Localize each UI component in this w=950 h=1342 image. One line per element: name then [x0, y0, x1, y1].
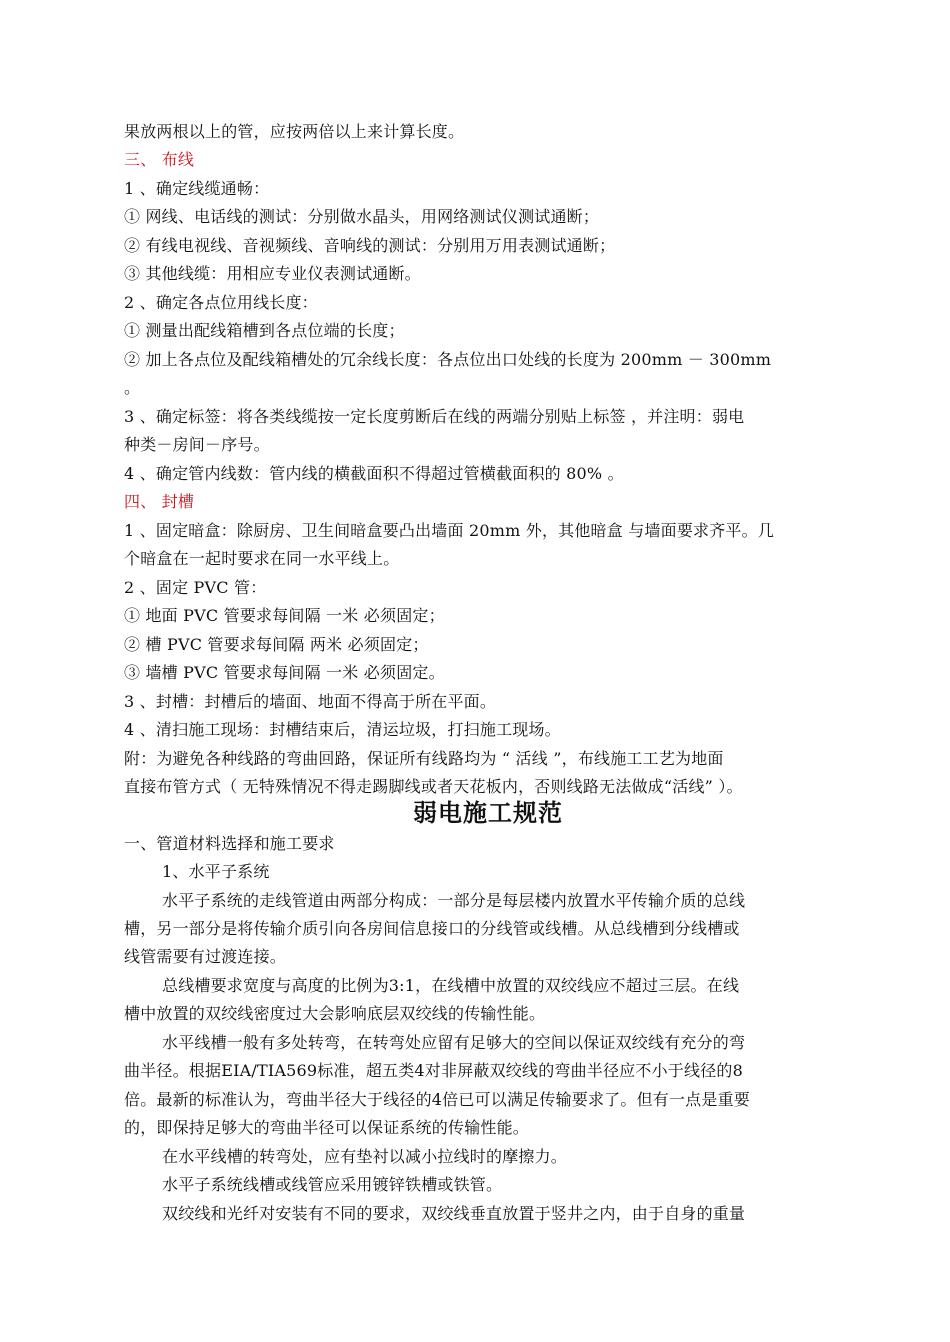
paragraph-line: 双绞线和光纤对安装有不同的要求，双绞线垂直放置于竖井之内，由于自身的重量	[162, 1204, 746, 1223]
text-line: 附：为避免各种线路的弯曲回路，保证所有线路均为 “ 活线 ”，布线施工工艺为地面	[124, 749, 724, 768]
text-line: ① 网线、电话线的测试：分别做水晶头，用网络测试仪测试通断；	[124, 207, 600, 226]
paragraph-line: 水平子系统线槽或线管应采用镀锌铁槽或铁管。	[162, 1175, 503, 1194]
section-heading-sealing: 四、 封槽	[124, 492, 195, 511]
paragraph-line: 在水平线槽的转弯处，应有垫衬以减小拉线时的摩擦力。	[162, 1147, 568, 1166]
text-line: 1 、固定暗盒：除厨房、卫生间暗盒要凸出墙面 20mm 外，其他暗盒 与墙面要求齐平。几	[124, 521, 775, 540]
spec-heading: 一、管道材料选择和施工要求	[124, 834, 335, 853]
paragraph-line: 槽中放置的双绞线密度过大会影响底层双绞线的传输性能。	[124, 1004, 546, 1023]
spec-subheading: 1、水平子系统	[162, 862, 270, 881]
text-line: 直接布管方式（ 无特殊情况不得走踢脚线或者天花板内，否则线路无法做成“活线” ）。	[124, 777, 743, 796]
text-line: ② 有线电视线、音视频线、音响线的测试：分别用万用表测试通断；	[124, 236, 616, 255]
text-line: 种类－房间－序号。	[124, 435, 270, 454]
paragraph-line: 总线槽要求宽度与高度的比例为3:1，在线槽中放置的双绞线应不超过三层。在线	[162, 976, 740, 995]
text-line: 4 、确定管内线数：管内线的横截面积不得超过管横截面积的 80% 。	[124, 464, 624, 483]
text-line: ③ 墙槽 PVC 管要求每间隔 一米 必须固定。	[124, 663, 445, 682]
text-line: 。	[124, 378, 141, 397]
text-line: 果放两根以上的管，应按两倍以上来计算长度。	[124, 122, 465, 141]
paragraph-line: 线管需要有过渡连接。	[124, 947, 287, 966]
text-line: ② 加上各点位及配线箱槽处的冗余线长度：各点位出口处线的长度为 200mm － 300mm	[124, 350, 772, 369]
text-line: ① 地面 PVC 管要求每间隔 一米 必须固定；	[124, 606, 445, 625]
paragraph-line: 倍。最新的标准认为，弯曲半径大于线径的4倍已可以满足传输要求了。但有一点是重要	[124, 1090, 750, 1109]
paragraph-line: 的，即保持足够大的弯曲半径可以保证系统的传输性能。	[124, 1118, 530, 1137]
text-line: ② 槽 PVC 管要求每间隔 两米 必须固定；	[124, 635, 429, 654]
text-line: 2 、确定各点位用线长度：	[124, 293, 318, 312]
paragraph-line: 槽，另一部分是将传输介质引向各房间信息接口的分线管或线槽。从总线槽到分线槽或	[124, 919, 740, 938]
text-line: ③ 其他线缆：用相应专业仪表测试通断。	[124, 264, 421, 283]
text-line: ① 测量出配线箱槽到各点位端的长度；	[124, 321, 405, 340]
document-title: 弱电施工规范	[413, 799, 563, 827]
text-line: 4 、清扫施工现场：封槽结束后，清运垃圾，打扫施工现场。	[124, 720, 561, 739]
text-line: 3 、确定标签：将各类线缆按一定长度剪断后在线的两端分别贴上标签 ，并注明：弱电	[124, 407, 745, 426]
paragraph-line: 水平线槽一般有多处转弯，在转弯处应留有足够大的空间以保证双绞线有充分的弯	[162, 1033, 746, 1052]
paragraph-line: 水平子系统的走线管道由两部分构成：一部分是每层楼内放置水平传输介质的总线	[162, 891, 746, 910]
text-line: 个暗盒在一起时要求在同一水平线上。	[124, 549, 400, 568]
paragraph-line: 曲半径。根据EIA/TIA569标准，超五类4对非屏蔽双绞线的弯曲半径应不小于线径的8	[124, 1061, 743, 1080]
text-line: 3 、封槽：封槽后的墙面、地面不得高于所在平面。	[124, 692, 497, 711]
section-heading-wiring: 三、 布线	[124, 150, 195, 169]
text-line: 1 、确定线缆通畅：	[124, 179, 270, 198]
text-line: 2 、固定 PVC 管：	[124, 578, 267, 597]
